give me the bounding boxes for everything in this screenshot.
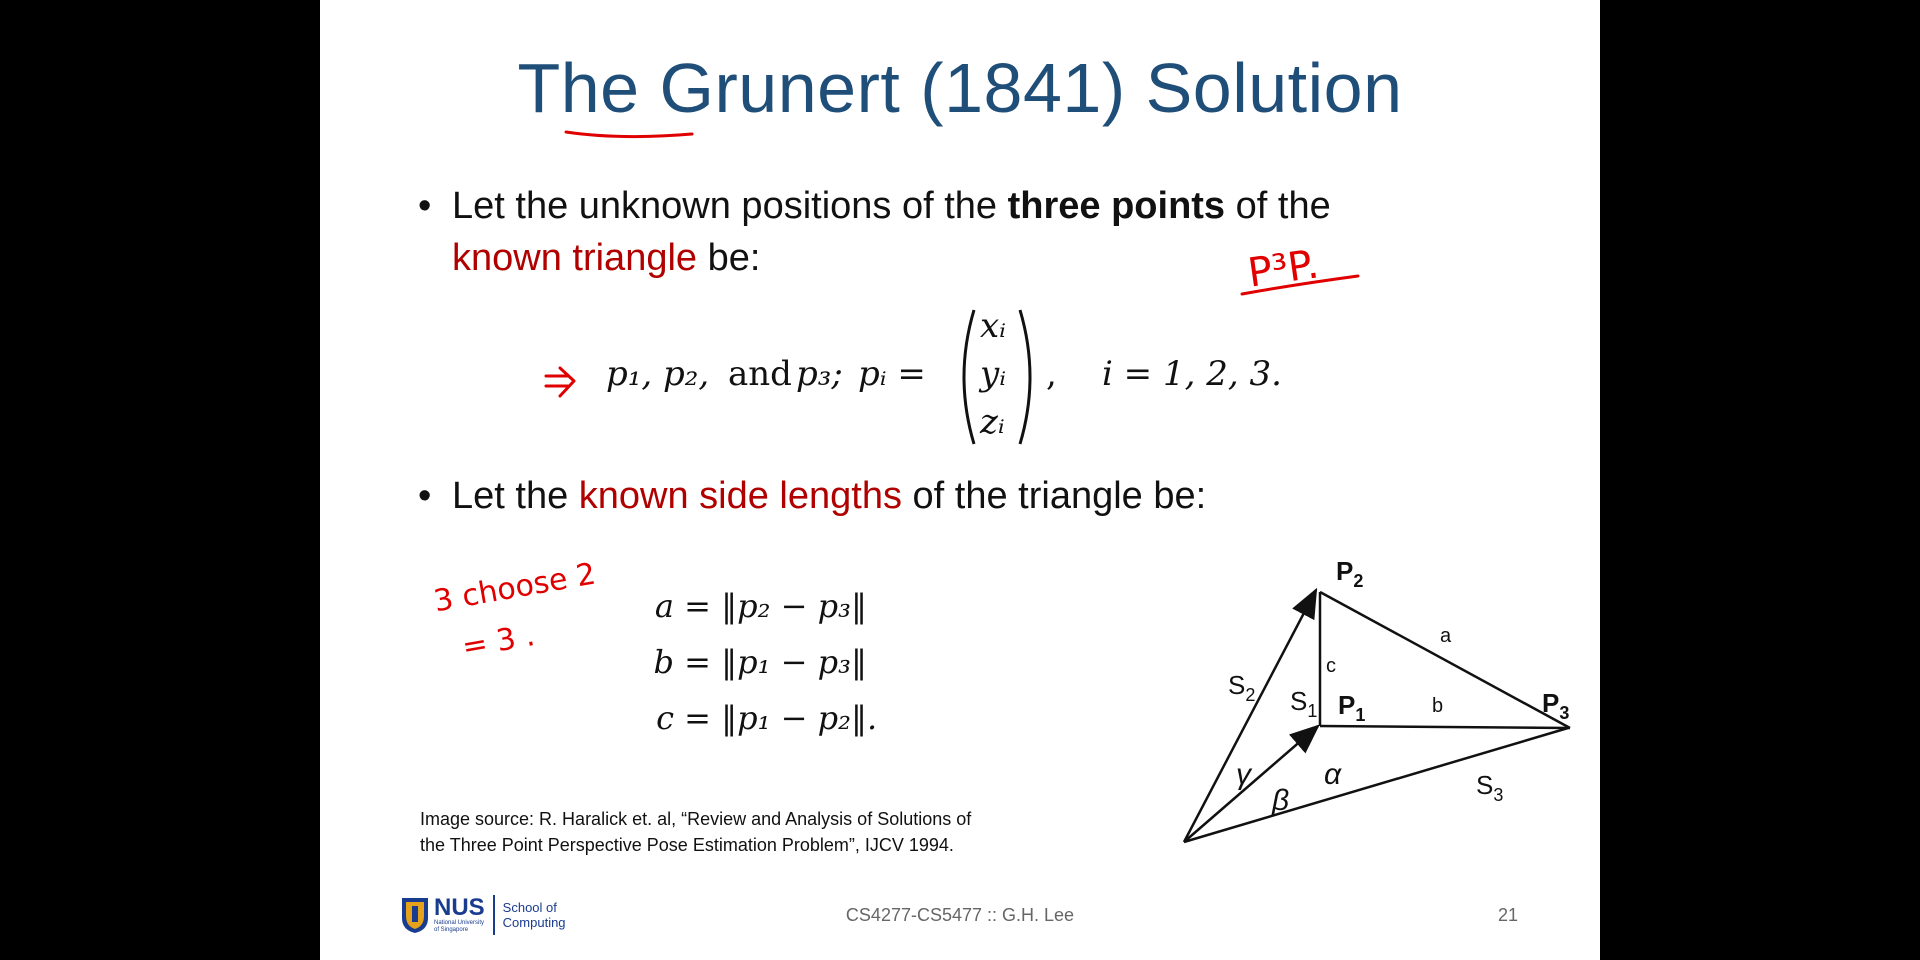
label-c: c xyxy=(1326,655,1336,677)
p3p-triangle-diagram xyxy=(1040,548,1570,858)
label-beta: β xyxy=(1272,784,1290,817)
side-eq-c: c = ‖p₁ − p₂‖. xyxy=(656,699,878,737)
implies-arrow-annotation xyxy=(542,362,582,402)
label-p2: $P_2$ xyxy=(1336,556,1364,591)
positions-equation: p₁, p₂, and p₃; pᵢ = xᵢ yᵢ zᵢ , i = 1, 2, 3. xyxy=(606,300,1406,450)
footer-course: CS4277-CS5477 :: G.H. Lee xyxy=(845,905,1075,925)
slide xyxy=(320,0,1600,960)
choose-annotation: 3 choose 2 = 3 . xyxy=(431,556,599,666)
nus-wordmark: NUS xyxy=(434,894,485,921)
label-gamma: γ xyxy=(1236,758,1251,791)
bullet-dot: • xyxy=(418,475,432,517)
label-p1: $P_1$ xyxy=(1338,690,1366,725)
edge-b xyxy=(1320,726,1570,728)
ray-s1 xyxy=(1184,726,1318,842)
label-p3: $P_3$ xyxy=(1542,688,1570,723)
side-length-equations xyxy=(650,578,877,746)
nus-soc-logo: NUS National University of Singapore School of Computing xyxy=(400,893,566,937)
label-b: b xyxy=(1432,695,1444,717)
page-number: 21 xyxy=(1497,905,1518,925)
label-s3: $S_3$ xyxy=(1476,770,1504,805)
side-eq-b: b = ‖p₁ − p₃‖ xyxy=(653,643,867,681)
slide-title: The Grunert (1841) Solution xyxy=(517,49,1403,127)
bullet-1: • Let the unknown positions of the three points of the known triangle be: xyxy=(452,180,1352,284)
label-s1: $S_1$ xyxy=(1290,686,1318,721)
side-eq-a: a = ‖p₂ − p₃‖ xyxy=(654,587,867,625)
label-s2: $S_2$ xyxy=(1228,670,1256,705)
ray-s2 xyxy=(1184,590,1316,842)
bullet-dot: • xyxy=(418,185,432,227)
bullet-2: • Let the known side lengths of the triangle be: xyxy=(452,470,1352,522)
label-alpha: α xyxy=(1324,758,1342,791)
label-a: a xyxy=(1440,625,1452,647)
title-underline-annotation xyxy=(560,124,700,144)
p3p-annotation: P³P. xyxy=(1245,241,1322,297)
p3p-underline xyxy=(1238,268,1362,298)
image-source-citation: Image source: R. Haralick et. al, “Review and Analysis of Solutions of the Three Point Perspective Pose Estimation Problem”, IJCV 1994. xyxy=(420,809,972,855)
